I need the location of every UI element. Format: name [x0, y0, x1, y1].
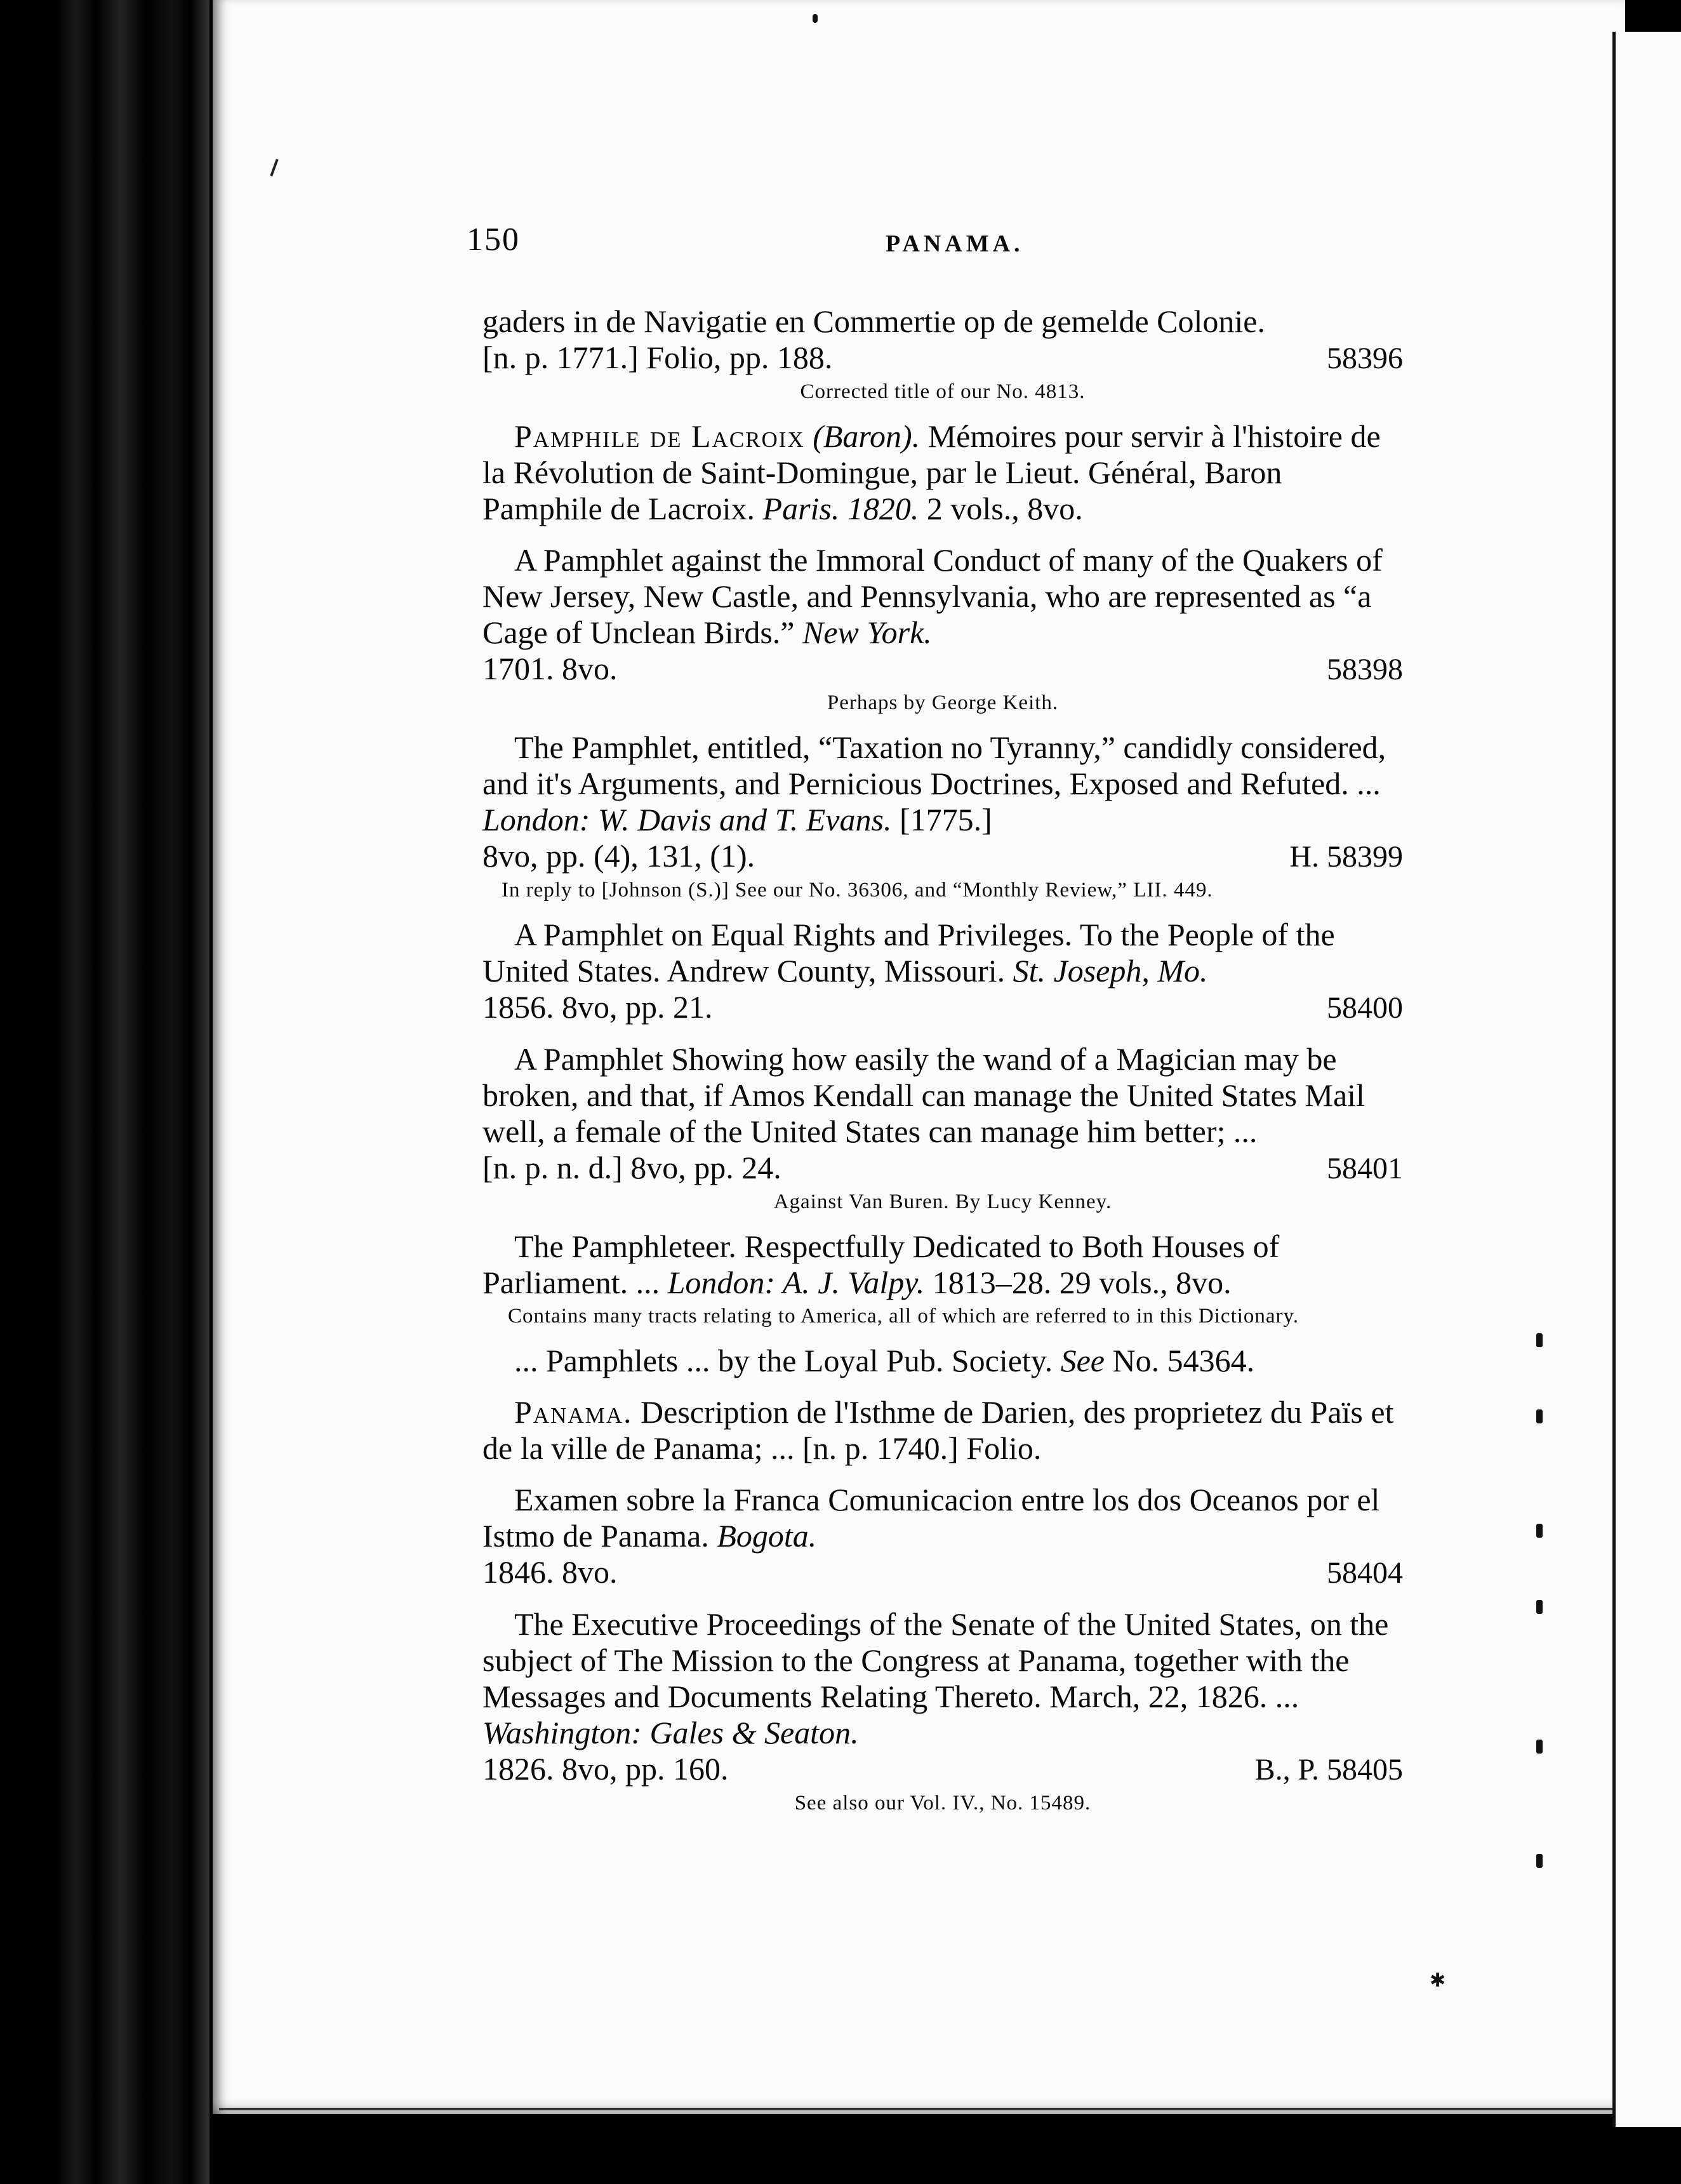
- entry-text: [482, 729, 1403, 838]
- ink-speck: [813, 14, 818, 23]
- entry-line: [482, 340, 1403, 376]
- entry-number: B., P. 58405: [1254, 1753, 1403, 1787]
- entry-58404: [482, 1482, 1403, 1591]
- entry-imprint: London: A. J. Valpy.: [667, 1265, 925, 1300]
- entry-note: Contains many tracts relating to America, all of which are referred to in this Dictionary.: [508, 1305, 1299, 1328]
- entry-imprint: Paris. 1820.: [762, 491, 919, 526]
- entry-58398: [482, 542, 1403, 716]
- entry-imprint: Bogota.: [717, 1518, 817, 1554]
- entry-number: 58398: [1327, 653, 1403, 686]
- entry-date: [1775.]: [899, 802, 992, 837]
- entry-loyal-pub: [482, 1343, 1403, 1379]
- entry-tail-row: [482, 1150, 1403, 1187]
- entry-imprint: New York.: [802, 615, 932, 650]
- entry-58396: [482, 303, 1403, 404]
- entry-tail: [n. p. n. d.] 8vo, pp. 24.: [482, 1150, 781, 1185]
- entry-title: Mémoires pour servir à l'histoire de la Révolution de Saint-Domingue, par le Lieut. Général, Baron Pamphile de Lacroix.: [482, 418, 1381, 526]
- entry-lacroix: [482, 418, 1403, 527]
- entry-tail-row: [482, 1554, 1403, 1591]
- entry-note: Against Van Buren. By Lucy Kenney.: [773, 1190, 1112, 1213]
- entry-text: [482, 917, 1403, 989]
- entry-title: Description de l'Isthme de Darien, des proprietez du Païs et de la ville de Panama; ... [n. p. 1740.] Folio.: [482, 1394, 1394, 1466]
- entry-author-suffix: (Baron).: [813, 418, 920, 454]
- entry-title: Examen sobre la Franca Comunicacion entre los dos Oceanos por el Istmo de Panama.: [482, 1482, 1380, 1554]
- entry-tail: 1856. 8vo, pp. 21.: [482, 989, 713, 1025]
- entry-tail-row: [482, 838, 1403, 875]
- entry-imprint: St. Joseph, Mo.: [1013, 953, 1208, 989]
- facing-page-edge: [1612, 32, 1681, 2127]
- entry-tail-row: [482, 651, 1403, 688]
- entry-note: In reply to [Johnson (S.)] See our No. 36306, and “Monthly Review,” LII. 449.: [502, 879, 1213, 902]
- page-number: 150: [467, 222, 520, 258]
- entry-text: [482, 542, 1403, 651]
- asterisk-mark-icon: ✱: [1430, 1969, 1446, 1992]
- entry-number: 58401: [1327, 1152, 1403, 1185]
- entry-tail: 1846. 8vo.: [482, 1554, 618, 1590]
- entry-title: ... Pamphlets ... by the Loyal Pub. Society.: [514, 1343, 1053, 1378]
- entry-tail-row: [482, 1751, 1403, 1788]
- entry-imprint: London: W. Davis and T. Evans.: [482, 802, 892, 837]
- entry-title: The Executive Proceedings of the Senate of the United States, on the subject of The Mission to the Congress at Panama, together with the Messages and Documents Relating Thereto. March, 22, 1826. ...: [482, 1606, 1389, 1714]
- entry-number: 58404: [1327, 1556, 1403, 1590]
- entry-text: [482, 418, 1403, 527]
- entry-number: 58400: [1327, 991, 1403, 1025]
- entry-title: A Pamphlet Showing how easily the wand of a Magician may be broken, and that, if Amos Kendall can manage the United States Mail well, a female of the United States can manage him better; ...: [482, 1041, 1365, 1149]
- entry-title: The Pamphleteer. Respectfully Dedicated to Both Houses of Parliament. ...: [482, 1228, 1280, 1300]
- entry-note: Corrected title of our No. 4813.: [800, 380, 1086, 403]
- entry-number: 58396: [1327, 342, 1403, 375]
- entry-pamphleteer: [482, 1228, 1403, 1329]
- entry-tail: 1701. 8vo.: [482, 651, 618, 686]
- running-head: PANAMA.: [886, 230, 1024, 257]
- entry-tail: 1826. 8vo, pp. 160.: [482, 1751, 729, 1787]
- entry-line: gaders in de Navigatie en Commertie op de gemelde Colonie.: [482, 303, 1265, 339]
- entry-tail: 8vo, pp. (4), 131, (1).: [482, 838, 755, 874]
- entry-note: Perhaps by George Keith.: [827, 691, 1059, 714]
- entry-author: Panama.: [514, 1394, 633, 1430]
- entry-imprint: Washington: Gales & Seaton.: [482, 1715, 859, 1750]
- entry-tail-row: [482, 989, 1403, 1026]
- entry-text: [482, 1041, 1403, 1150]
- entry-text: [482, 1482, 1403, 1554]
- entry-tail: No. 54364.: [1112, 1343, 1255, 1378]
- entry-58400: [482, 917, 1403, 1026]
- page-body: [482, 303, 1403, 1830]
- entry-58405: [482, 1606, 1403, 1816]
- page-edge: [219, 1898, 1622, 2110]
- entry-format: 2 vols., 8vo.: [926, 491, 1083, 526]
- entry-text: [482, 1606, 1403, 1751]
- entry-title: A Pamphlet against the Immoral Conduct of many of the Quakers of New Jersey, New Castle, and Pennsylvania, who are represented as “a Cage of Unclean Birds.”: [482, 542, 1383, 650]
- entry-58399: [482, 729, 1403, 903]
- entry-number: H. 58399: [1289, 840, 1403, 874]
- entry-panama-description: [482, 1394, 1403, 1467]
- entry-author: Pamphile de Lacroix: [514, 418, 805, 454]
- page-header: [467, 221, 1406, 265]
- entry-text: [482, 1343, 1403, 1379]
- entry-58401: [482, 1041, 1403, 1215]
- entry-see: See: [1060, 1343, 1105, 1378]
- scan-binding-shadow: [0, 0, 209, 2184]
- entry-text: [482, 1228, 1403, 1301]
- entry-title: A Pamphlet on Equal Rights and Privileges. To the People of the United States. Andrew County, Missouri.: [482, 917, 1335, 989]
- entry-text: [482, 1394, 1403, 1467]
- entry-note: See also our Vol. IV., No. 15489.: [794, 1792, 1091, 1814]
- margin-specks: [1536, 1333, 1555, 1905]
- entry-tail: 1813–28. 29 vols., 8vo.: [932, 1265, 1232, 1300]
- entry-line-text: [n. p. 1771.] Folio, pp. 188.: [482, 340, 833, 375]
- entry-title: The Pamphlet, entitled, “Taxation no Tyranny,” candidly considered, and it's Arguments, and Pernicious Doctrines, Exposed and Refuted. ...: [482, 729, 1386, 801]
